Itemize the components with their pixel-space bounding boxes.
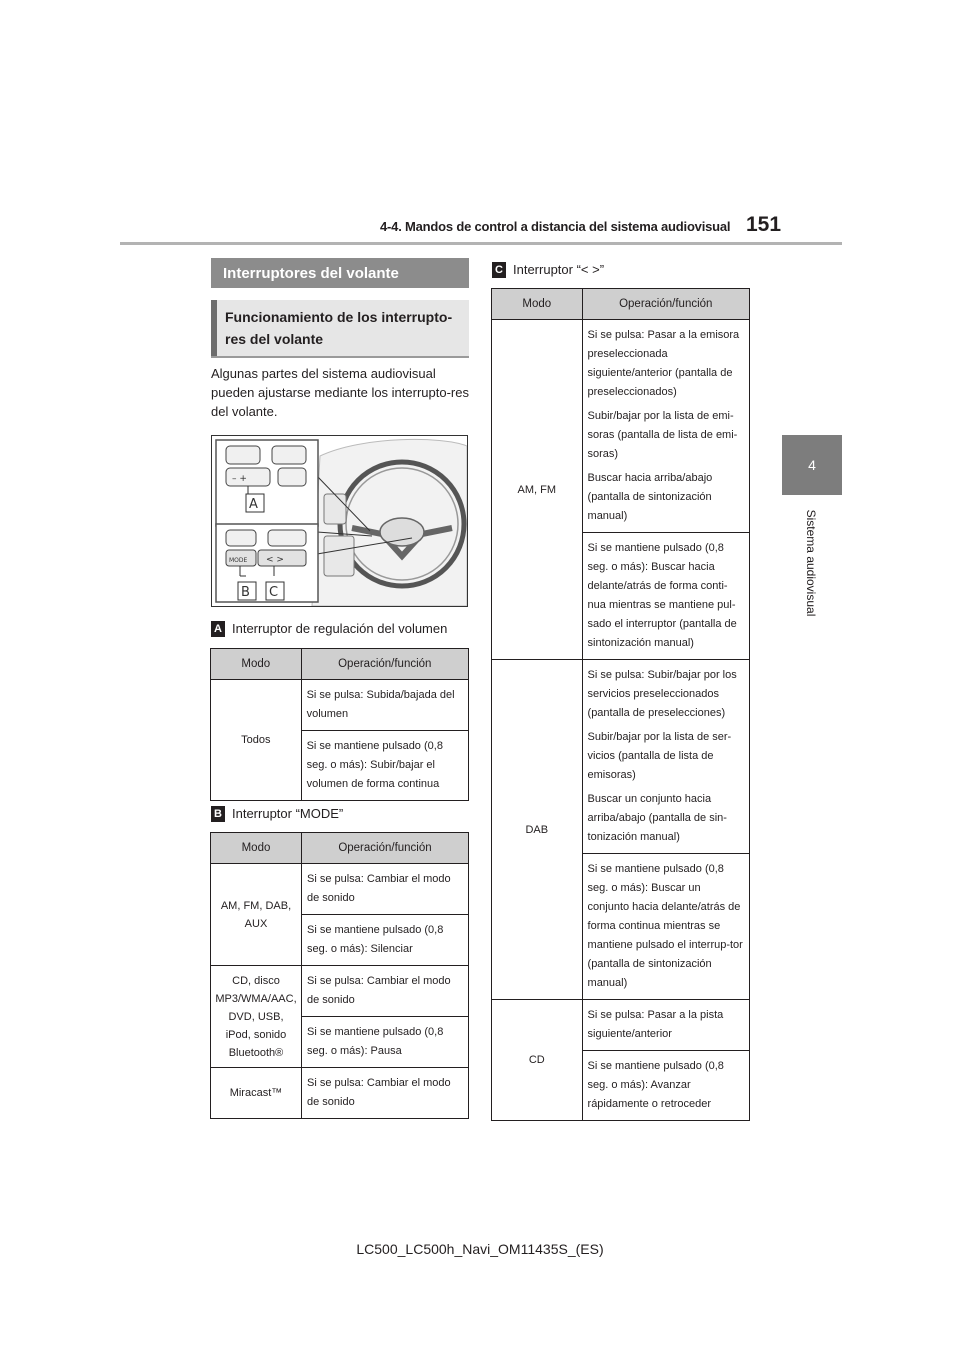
operation-text: Si se pulsa: Cambiar el modo de sonido (306, 873, 451, 904)
table-b (210, 832, 469, 1119)
table-row (211, 966, 469, 1017)
operation-cell (582, 320, 749, 533)
operation-text: Si se mantiene pulsado (0,8 seg. o más): Subir/bajar el volumen de forma continua (306, 740, 443, 790)
heading-sub-rule (211, 356, 469, 358)
operation-text: Si se mantiene pulsado (0,8 seg. o más): Buscar un conjunto hacia delante/atrás de forma continua mientras se mantiene pulsado el interrup-tor (pantalla de sintonización manual) (587, 863, 743, 989)
intro-paragraph: Algunas partes del sistema audiovisual pueden ajustarse mediante los interrupto-res del volante. (211, 366, 469, 419)
table-c-header-op: Operación/función (582, 289, 749, 320)
operation-cell (582, 660, 749, 854)
section-b-marker: B (211, 806, 225, 822)
heading-sub: Funcionamiento de los interrupto-res del volante (211, 300, 469, 356)
mode-cell: CD (492, 1000, 583, 1121)
operation-cell (301, 966, 468, 1017)
operation-text: Si se mantiene pulsado (0,8 seg. o más): Buscar hacia delante/atrás de forma conti-nua mientras se mantiene pul-sado el interruptor (pantalla de sintonización manual) (587, 542, 737, 649)
footer-code: LC500_LC500h_Navi_OM11435S_(ES) (356, 1241, 604, 1257)
operation-cell (582, 1051, 749, 1121)
mode-cell: CD, disco MP3/WMA/AAC, DVD, USB, iPod, sonido Bluetooth® (211, 966, 302, 1068)
svg-text:– +: – + (232, 474, 247, 484)
operation-text: Si se pulsa: Cambiar el modo de sonido (306, 1077, 451, 1108)
operation-cell (582, 533, 749, 660)
heading-main: Interruptores del volante (211, 258, 469, 288)
table-a-header-mode: Modo (211, 649, 302, 680)
section-a-marker: A (211, 621, 225, 637)
mode-cell: AM, FM, DAB, AUX (211, 864, 302, 966)
figure-label-b: B (241, 585, 250, 600)
section-c-title: Interruptor “< >” (513, 262, 605, 277)
operation-text: Si se pulsa: Pasar a la emisora preseleccionada siguiente/anterior (pantalla de preseleccionados) (587, 329, 740, 398)
operation-cell (301, 864, 468, 915)
table-c-header-mode: Modo (492, 289, 583, 320)
mode-cell: Miracast™ (211, 1068, 302, 1119)
section-c-marker: C (492, 262, 506, 278)
page-number: 151 (746, 213, 782, 236)
svg-text:MODE: MODE (229, 557, 248, 564)
table-row (492, 320, 750, 533)
operation-cell (301, 1068, 468, 1119)
table-row (211, 680, 469, 731)
section-a-title: Interruptor de regulación del volumen (232, 621, 448, 636)
table-b-header-op: Operación/función (301, 833, 468, 864)
table-row (211, 864, 469, 915)
operation-cell (301, 915, 468, 966)
mode-cell: AM, FM (492, 320, 583, 660)
table-a-header-op: Operación/función (301, 649, 468, 680)
operation-text: Buscar un conjunto hacia arriba/abajo (pantalla de sin-tonización manual) (587, 793, 727, 843)
operation-cell (301, 680, 468, 731)
section-header: 4-4. Mandos de control a distancia del sistema audiovisual (380, 219, 731, 234)
operation-text: Si se pulsa: Subida/bajada del volumen (306, 689, 455, 720)
figure-label-c: C (269, 585, 279, 600)
operation-cell (582, 854, 749, 1000)
table-row (492, 1000, 750, 1051)
operation-text: Si se pulsa: Subir/bajar por los servicios preseleccionados (pantalla de preselecciones) (587, 669, 737, 719)
table-c (491, 288, 750, 1121)
table-row (492, 660, 750, 854)
table-row (211, 1068, 469, 1119)
table-a (210, 648, 469, 801)
steering-wheel-figure (211, 435, 468, 607)
mode-cell: Todos (211, 680, 302, 801)
operation-text: Si se mantiene pulsado (0,8 seg. o más): Pausa (306, 1026, 444, 1057)
operation-text: Subir/bajar por la lista de emi-soras (pantalla de lista de emi-soras) (587, 410, 738, 460)
operation-text: Si se pulsa: Cambiar el modo de sonido (306, 975, 451, 1006)
operation-text: Si se mantiene pulsado (0,8 seg. o más): Silenciar (306, 924, 444, 955)
operation-text: Si se mantiene pulsado (0,8 seg. o más): Avanzar rápidamente o retroceder (587, 1060, 724, 1110)
section-b-title: Interruptor “MODE” (232, 806, 344, 821)
mode-cell: DAB (492, 660, 583, 1000)
chapter-tab-title: Sistema audiovisual (804, 509, 818, 617)
header-rule (120, 242, 842, 245)
operation-text: Si se pulsa: Pasar a la pista siguiente/anterior (587, 1009, 724, 1040)
operation-text: Subir/bajar por la lista de ser-vicios (pantalla de lista de emisoras) (587, 731, 732, 781)
svg-text:< >: < > (266, 555, 284, 565)
chapter-tab: 4 (782, 435, 842, 495)
table-b-header-mode: Modo (211, 833, 302, 864)
operation-cell (301, 1017, 468, 1068)
operation-cell (582, 1000, 749, 1051)
operation-text: Buscar hacia arriba/abajo (pantalla de sintonización manual) (587, 472, 713, 522)
operation-cell (301, 731, 468, 801)
figure-label-a: A (249, 497, 258, 512)
